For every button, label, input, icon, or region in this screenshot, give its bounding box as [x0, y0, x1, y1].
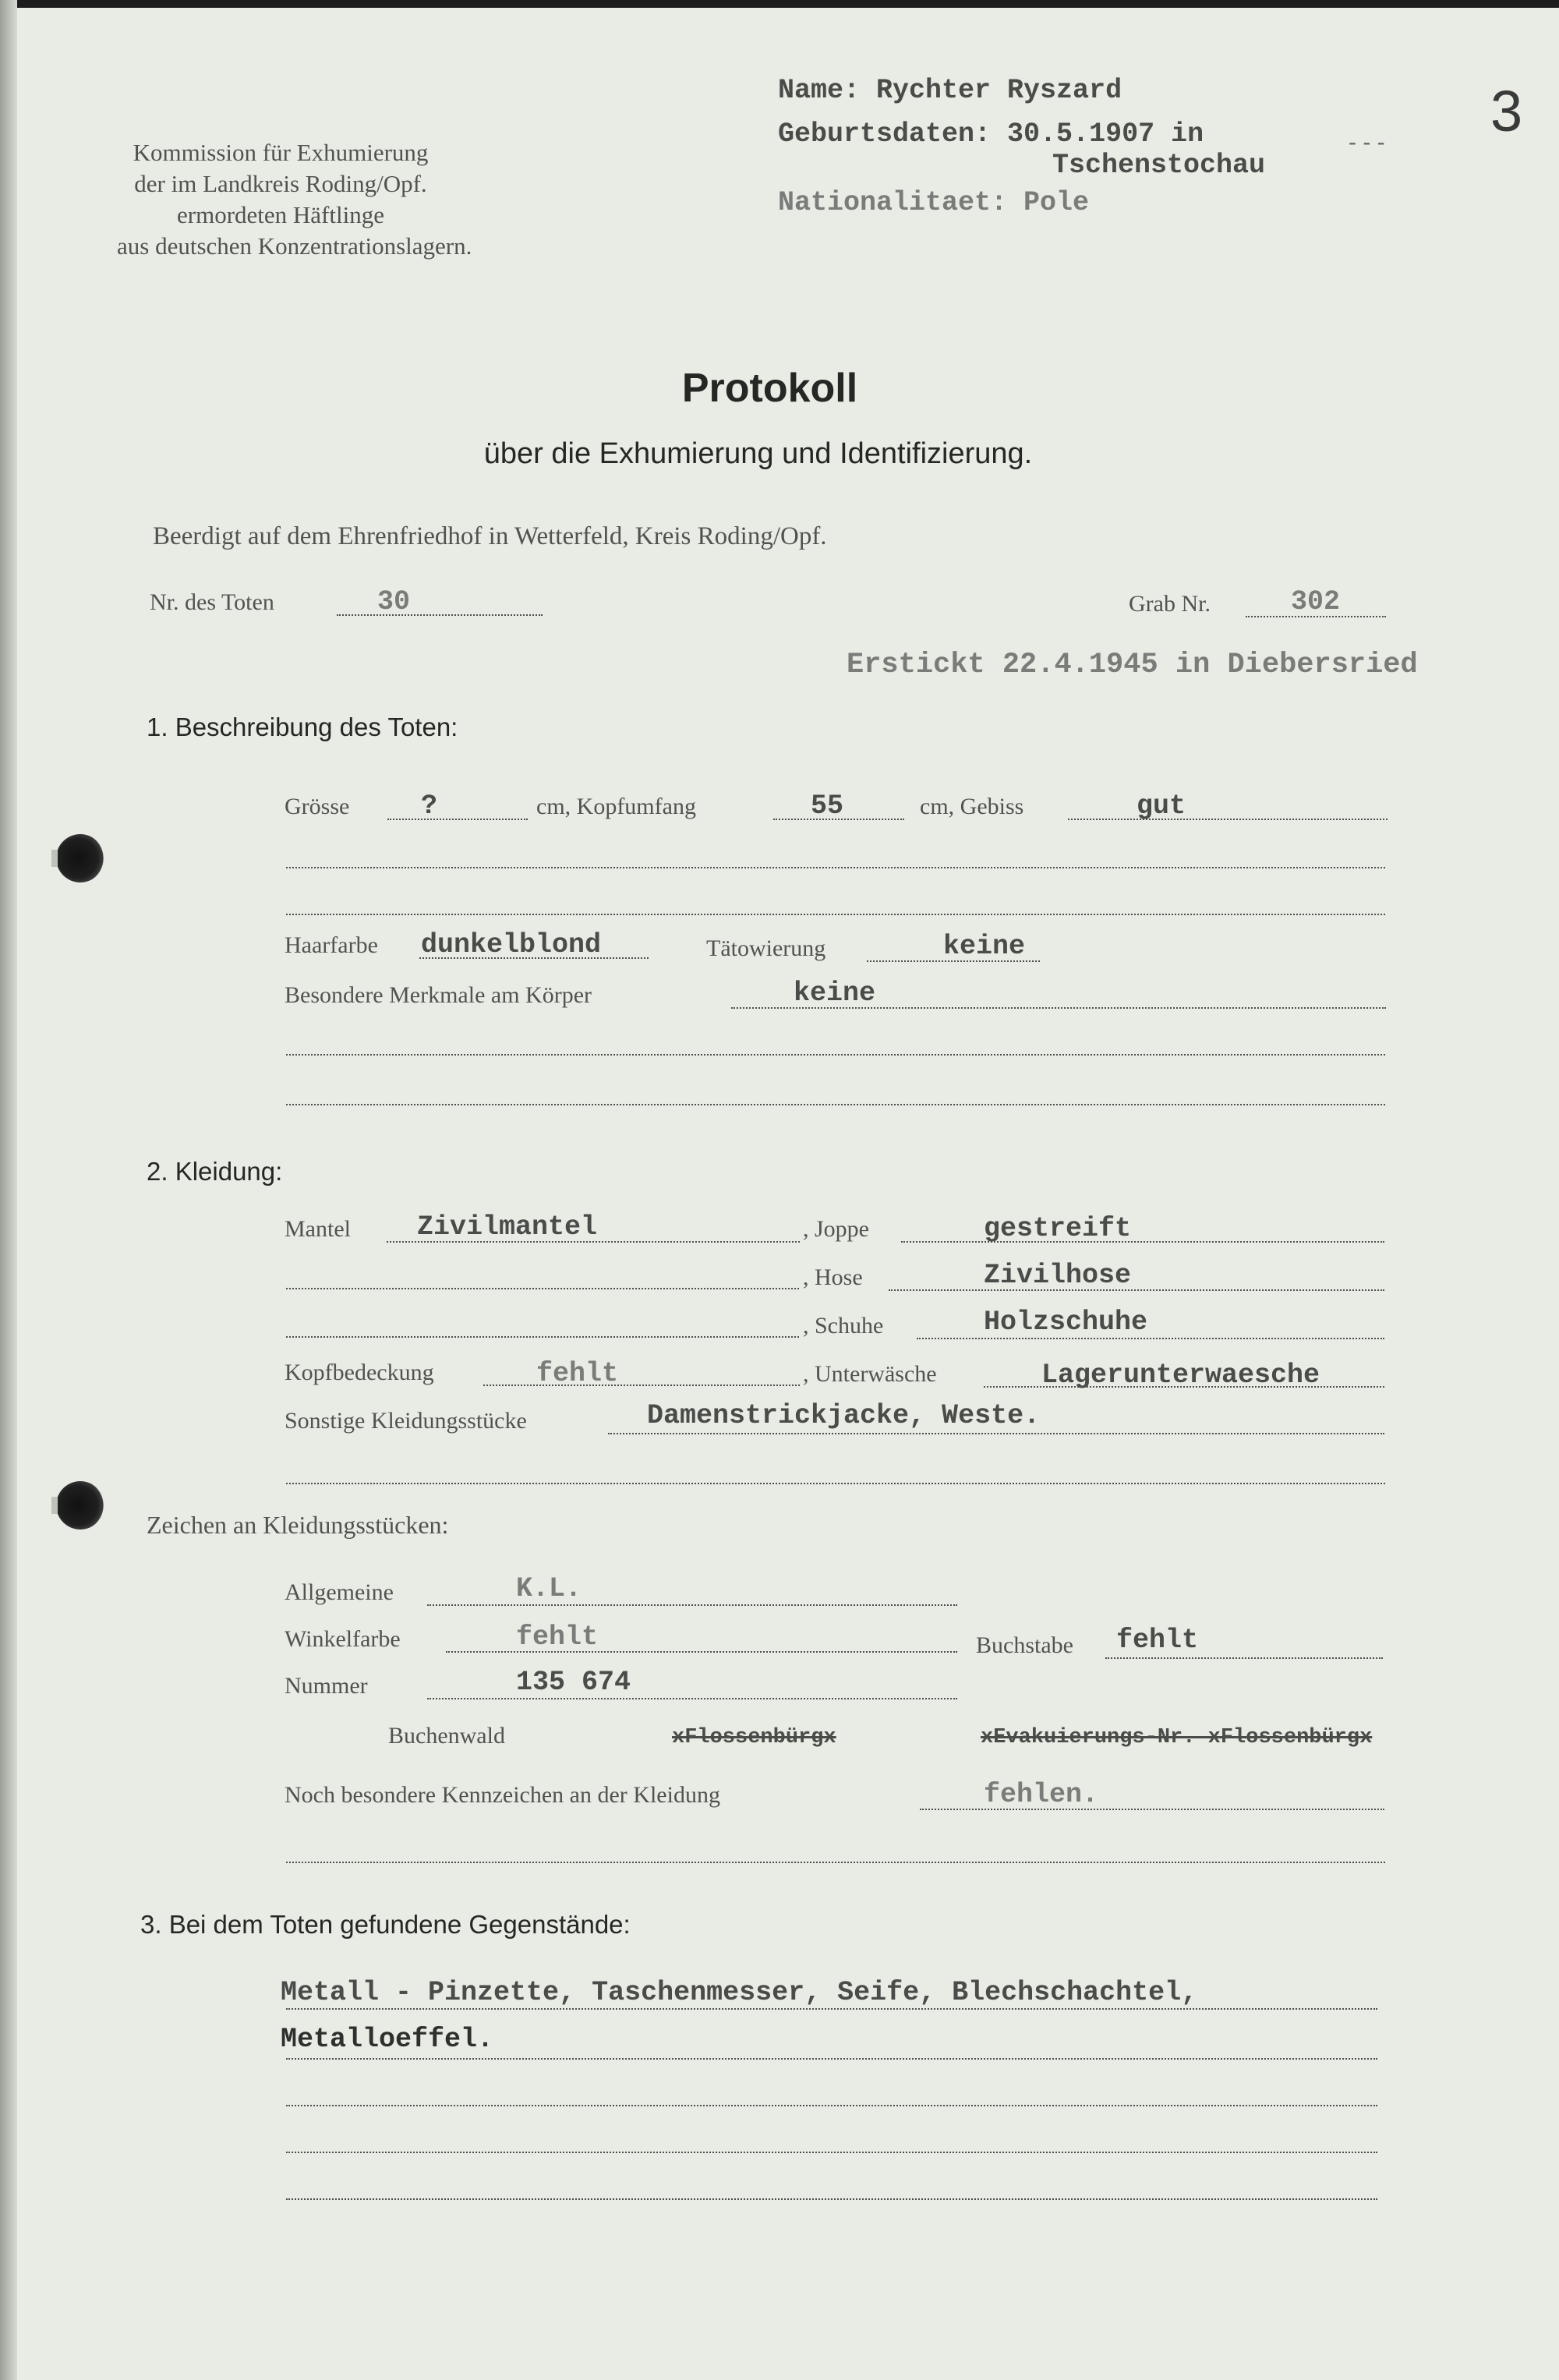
haarfarbe-value: dunkelblond — [421, 929, 602, 960]
commission-line: aus deutschen Konzentrationslagern. — [117, 232, 472, 260]
scan-left-edge — [0, 0, 17, 2380]
page-title: Protokoll — [681, 366, 858, 411]
merkmale-label: Besondere Merkmale am Körper — [285, 982, 592, 1008]
commission-line: der im Landkreis Roding/Opf. — [134, 170, 427, 197]
flossenbuerg-struck: xFlossenbürgx — [672, 1726, 836, 1749]
blank-line — [286, 1104, 1385, 1105]
schuhe-label: , Schuhe — [803, 1313, 884, 1339]
blank-line — [286, 1862, 1385, 1863]
buchstabe-value: fehlt — [1116, 1625, 1199, 1656]
burial-line: Beerdigt auf dem Ehrenfriedhof in Wetterfeld, Kreis Roding/Opf. — [153, 522, 827, 550]
person-name: Name: Rychter Ryszard — [778, 75, 1122, 106]
page-number: 3 — [1490, 79, 1523, 143]
cm-kopfumfang-label: cm, Kopfumfang — [536, 794, 696, 819]
scan-top-edge — [0, 0, 1559, 8]
grab-label: Grab Nr. — [1129, 591, 1211, 617]
schuhe-value: Holzschuhe — [984, 1307, 1148, 1338]
kopfumfang-value: 55 — [811, 790, 844, 822]
evakuierung-struck: xEvakuierungs-Nr. xFlossenbürgx — [981, 1726, 1373, 1749]
unterwaesche-value: Lagerunterwaesche — [1041, 1360, 1320, 1391]
decorative-dash: - - - — [1349, 129, 1385, 155]
death-note: Erstickt 22.4.1945 in Diebersried — [847, 649, 1418, 681]
groesse-value: ? — [421, 790, 438, 822]
allgemeine-label: Allgemeine — [285, 1579, 394, 1605]
blank-line — [286, 1483, 1385, 1484]
taetowierung-value: keine — [943, 931, 1026, 962]
sonstige-label: Sonstige Kleidungsstücke — [285, 1408, 527, 1434]
commission-line: ermordeten Häftlinge — [177, 201, 384, 228]
punch-hole-icon — [56, 1481, 104, 1529]
nummer-line — [427, 1698, 957, 1699]
blank-line — [286, 2058, 1377, 2060]
gegenstaende-rule — [286, 2008, 1377, 2010]
gegenstaende-line-2: Metalloeffel. — [281, 2024, 494, 2055]
blank-line — [286, 1336, 799, 1338]
mantel-label: Mantel — [285, 1216, 351, 1242]
blank-line — [286, 2105, 1377, 2106]
person-birthplace: Tschenstochau — [1052, 150, 1266, 181]
person-birth: Geburtsdaten: 30.5.1907 in — [778, 118, 1204, 150]
groesse-line — [387, 819, 528, 820]
joppe-label: , Joppe — [803, 1216, 869, 1242]
commission-line: Kommission für Exhumierung — [133, 139, 429, 166]
gebiss-line — [1068, 819, 1388, 820]
allgemeine-value: K.L. — [516, 1573, 582, 1604]
punch-hole-icon — [56, 834, 104, 882]
buchstabe-line — [1105, 1657, 1383, 1659]
kopfbedeckung-label: Kopfbedeckung — [285, 1360, 434, 1385]
merkmale-value: keine — [794, 978, 876, 1009]
buchstabe-label: Buchstabe — [976, 1632, 1073, 1658]
nr-value: 30 — [377, 586, 411, 617]
nr-label: Nr. des Toten — [150, 589, 274, 615]
unterwaesche-label: , Unterwäsche — [803, 1361, 937, 1387]
hose-line — [889, 1289, 1384, 1291]
zeichen-heading: Zeichen an Kleidungsstücken: — [147, 1511, 449, 1539]
blank-line — [286, 2198, 1377, 2200]
noch-label: Noch besondere Kennzeichen an der Kleidung — [285, 1782, 720, 1808]
section-3-heading: 3. Bei dem Toten gefundene Gegenstände: — [140, 1910, 631, 1939]
schuhe-line — [917, 1338, 1384, 1339]
sonstige-value: Damenstrickjacke, Weste. — [647, 1400, 1041, 1431]
section-2-heading: 2. Kleidung: — [147, 1157, 283, 1186]
page-subtitle: über die Exhumierung und Identifizierung. — [483, 437, 1033, 470]
nr-line — [337, 614, 543, 616]
mantel-value: Zivilmantel — [417, 1211, 598, 1243]
gebiss-value: gut — [1137, 790, 1186, 822]
winkelfarbe-value: fehlt — [516, 1621, 599, 1653]
winkelfarbe-label: Winkelfarbe — [285, 1626, 401, 1652]
haarfarbe-label: Haarfarbe — [285, 932, 378, 958]
buchenwald-label: Buchenwald — [388, 1723, 505, 1749]
taetowierung-label: Tätowierung — [706, 935, 826, 961]
blank-line — [286, 867, 1385, 868]
nummer-label: Nummer — [285, 1673, 368, 1699]
gegenstaende-line-1: Metall - Pinzette, Taschenmesser, Seife, Blechschachtel, — [281, 1977, 1198, 2008]
joppe-value: gestreift — [984, 1213, 1132, 1244]
grab-value: 302 — [1291, 586, 1341, 617]
groesse-label: Grösse — [285, 794, 350, 819]
nummer-value: 135 674 — [516, 1667, 631, 1698]
noch-value: fehlen. — [984, 1779, 1099, 1810]
joppe-line — [901, 1241, 1384, 1243]
blank-line — [286, 1054, 1385, 1056]
kopfbedeckung-line — [483, 1385, 800, 1386]
cm-gebiss-label: cm, Gebiss — [920, 794, 1024, 819]
blank-line — [286, 914, 1385, 915]
blank-line — [286, 2152, 1377, 2153]
person-nationality: Nationalitaet: Pole — [778, 187, 1090, 218]
sonstige-line — [608, 1433, 1384, 1434]
hose-value: Zivilhose — [984, 1260, 1132, 1291]
section-1-heading: 1. Beschreibung des Toten: — [147, 713, 458, 741]
kopfbedeckung-value: fehlt — [536, 1358, 619, 1389]
allgemeine-line — [427, 1604, 957, 1606]
blank-line — [286, 1288, 799, 1289]
hose-label: , Hose — [803, 1264, 863, 1290]
